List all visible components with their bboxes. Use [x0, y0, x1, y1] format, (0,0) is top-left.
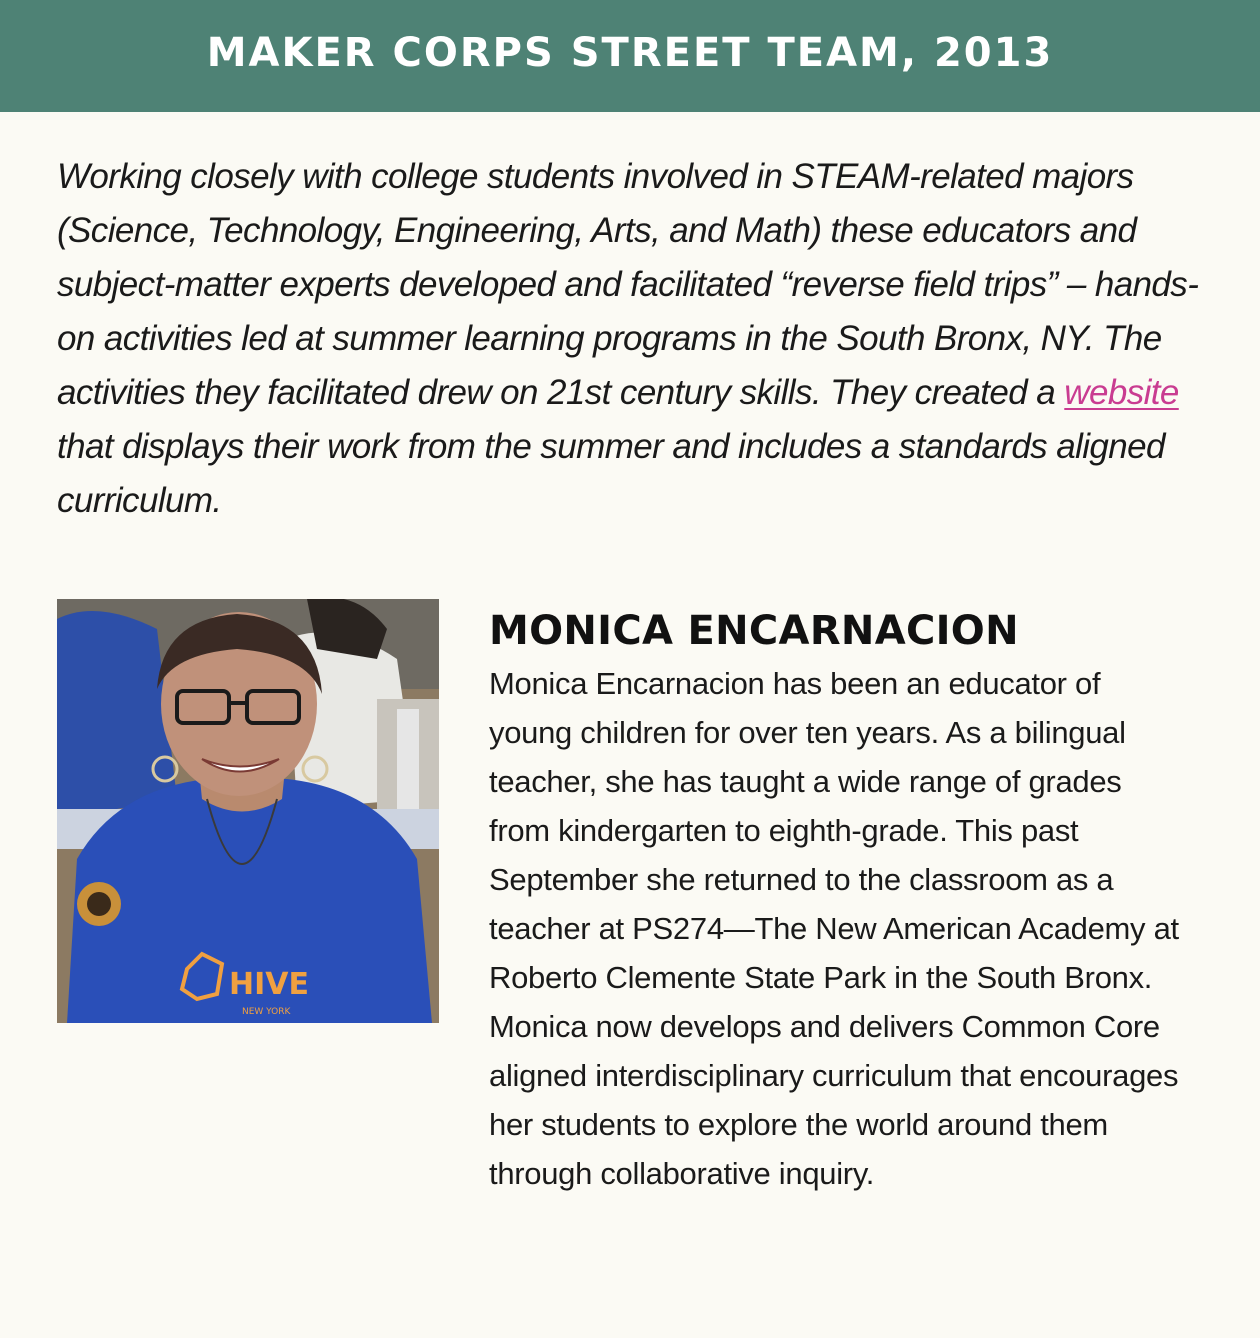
header-banner [0, 0, 1260, 112]
profile-bio [489, 606, 1189, 1198]
intro-paragraph [57, 150, 1207, 528]
profile-photo [57, 599, 439, 1023]
intro-text-end: that displays their work from the summer and includes a standards aligned curriculum. [57, 427, 1165, 520]
shirt-logo-text: HIVE [229, 967, 309, 1002]
website-link[interactable]: website [1064, 373, 1179, 412]
shirt-small-text: NEW YORK [242, 1007, 291, 1017]
page-title: MAKER CORPS STREET TEAM, 2013 [206, 30, 1054, 76]
profile-description: Monica Encarnacion has been an educator of young children for over ten years. As a bilingual teacher, she has taught a wide range of grades from kindergarten to eighth-grade. This past September she returned to the classroom as a teacher at PS274—The New American Academy at Roberto Clemente State Park in the South Bronx. Monica now develops and delivers Common Core aligned interdisciplinary curriculum that encourages her students to explore the world around them through collaborative inquiry. [489, 666, 1179, 1191]
profile-name: MONICA ENCARNACION [489, 608, 1019, 654]
intro-text-start: Working closely with college students involved in STEAM-related majors (Science, Technology, Engineering, Arts, and Math) these educators and subject-matter experts developed and facilitated “reverse field trips” – hands-on activities led at summer learning programs in the South Bronx, NY. The activities they facilitated drew on 21st century skills. They created a [57, 157, 1199, 412]
